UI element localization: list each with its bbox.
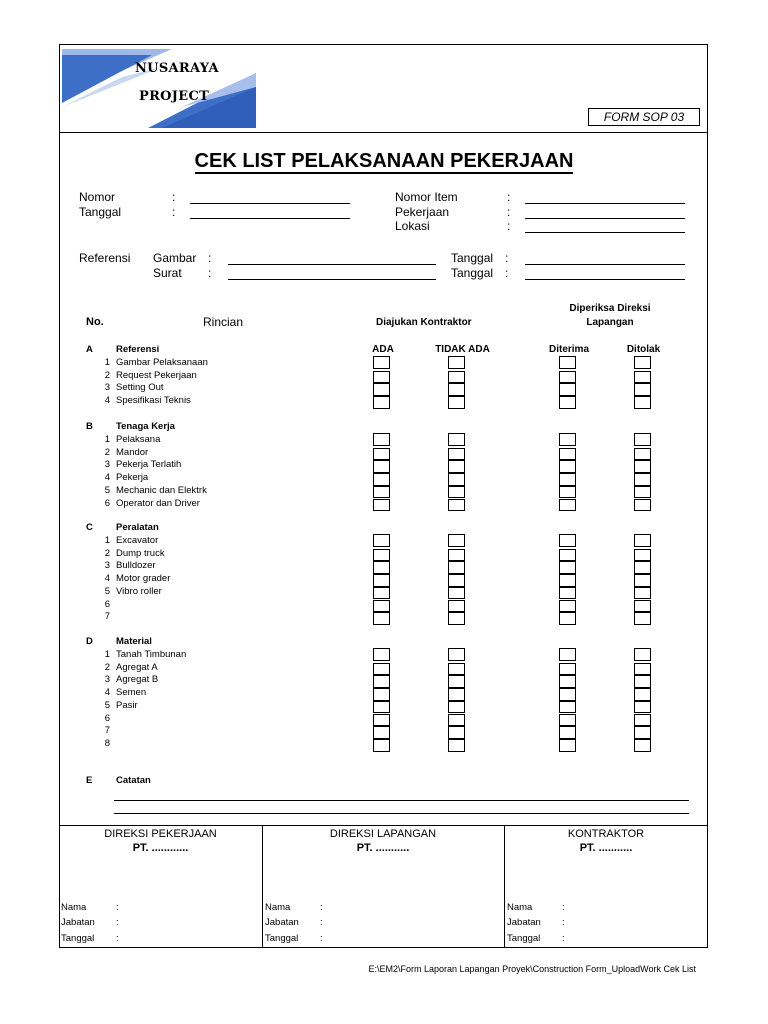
diterima-checkbox[interactable]	[559, 534, 576, 547]
diperiksa-header-line2: Lapangan	[586, 317, 634, 328]
item-number: 7	[104, 725, 110, 737]
sig-tanggal-label: Tanggal	[507, 933, 541, 944]
ditolak-checkbox[interactable]	[634, 460, 651, 473]
ada-checkbox[interactable]	[373, 383, 390, 396]
tidak-ada-checkbox[interactable]	[448, 448, 465, 461]
item-label: Spesifikasi Teknis	[116, 395, 191, 407]
item-number: 3	[104, 560, 110, 572]
ditolak-checkbox[interactable]	[634, 396, 651, 409]
gambar-label: Gambar	[153, 251, 197, 265]
ada-header: ADA	[372, 344, 394, 355]
diterima-checkbox[interactable]	[559, 549, 576, 562]
diterima-checkbox[interactable]	[559, 701, 576, 714]
ditolak-checkbox[interactable]	[634, 383, 651, 396]
diterima-checkbox[interactable]	[559, 396, 576, 409]
diterima-checkbox[interactable]	[559, 356, 576, 369]
diterima-checkbox[interactable]	[559, 486, 576, 499]
item-label: Motor grader	[116, 573, 171, 585]
ditolak-checkbox[interactable]	[634, 499, 651, 512]
sig-company-2: PT. ...........	[356, 842, 410, 854]
tidak-ada-checkbox[interactable]	[448, 561, 465, 574]
ditolak-checkbox[interactable]	[634, 688, 651, 701]
header-divider	[59, 132, 708, 133]
gambar-field[interactable]	[228, 264, 436, 265]
lokasi-field[interactable]	[525, 232, 685, 233]
tidak-ada-checkbox[interactable]	[448, 739, 465, 752]
item-number: 4	[104, 573, 110, 585]
item-number: 2	[104, 547, 110, 559]
item-number: 3	[104, 382, 110, 394]
form-code-badge: FORM SOP 03	[588, 108, 700, 126]
item-number: 7	[104, 611, 110, 623]
tidak-ada-checkbox[interactable]	[448, 534, 465, 547]
ada-checkbox[interactable]	[373, 460, 390, 473]
sig-jabatan-label: Jabatan	[265, 917, 299, 928]
colon: :	[507, 205, 511, 219]
item-number: 1	[104, 434, 110, 445]
tidak-ada-checkbox[interactable]	[448, 714, 465, 727]
catatan-letter: E	[86, 775, 93, 786]
item-label: Pelaksana	[116, 434, 161, 445]
ada-checkbox[interactable]	[373, 701, 390, 714]
sig-nama-field[interactable]: :	[116, 902, 119, 913]
tidak-ada-checkbox[interactable]	[448, 383, 465, 396]
item-number: 6	[104, 598, 110, 610]
nomor-item-label: Nomor Item	[395, 190, 458, 204]
diterima-checkbox[interactable]	[559, 663, 576, 676]
tidak-ada-checkbox[interactable]	[448, 688, 465, 701]
tidak-ada-checkbox[interactable]	[448, 600, 465, 613]
item-label: Mandor	[116, 446, 149, 458]
section-letter: A	[86, 344, 93, 355]
sig-nama-label: Nama	[265, 902, 291, 913]
tidak-ada-checkbox[interactable]	[448, 675, 465, 688]
tidak-ada-checkbox[interactable]	[448, 371, 465, 384]
diterima-checkbox[interactable]	[559, 433, 576, 446]
diajukan-header: Diajukan Kontraktor	[376, 317, 472, 328]
tidak-ada-checkbox[interactable]	[448, 726, 465, 739]
diterima-checkbox[interactable]	[559, 574, 576, 587]
item-number: 1	[104, 535, 110, 546]
tanggal-field[interactable]	[190, 218, 350, 219]
nomor-field[interactable]	[190, 203, 350, 204]
ada-checkbox[interactable]	[373, 688, 390, 701]
ada-checkbox[interactable]	[373, 612, 390, 625]
sig-nama-field[interactable]: :	[320, 902, 323, 913]
ditolak-checkbox[interactable]	[634, 574, 651, 587]
item-number: 1	[104, 357, 110, 368]
ditolak-checkbox[interactable]	[634, 448, 651, 461]
item-number: 8	[104, 737, 110, 749]
lokasi-label: Lokasi	[395, 219, 430, 233]
surat-tanggal-label: Tanggal	[451, 266, 494, 280]
sig-nama-label: Nama	[61, 902, 87, 913]
sig-tanggal-field[interactable]: :	[116, 933, 119, 944]
tidak-ada-checkbox[interactable]	[448, 499, 465, 512]
diterima-checkbox[interactable]	[559, 371, 576, 384]
tidak-ada-checkbox[interactable]	[448, 460, 465, 473]
ada-checkbox[interactable]	[373, 433, 390, 446]
ada-checkbox[interactable]	[373, 663, 390, 676]
section-letter: B	[86, 421, 93, 432]
ditolak-checkbox[interactable]	[634, 473, 651, 486]
tidak-ada-header: TIDAK ADA	[435, 344, 490, 355]
item-number: 2	[104, 661, 110, 673]
colon: :	[505, 251, 509, 265]
nomor-item-field[interactable]	[525, 203, 685, 204]
ada-checkbox[interactable]	[373, 714, 390, 727]
ditolak-header: Ditolak	[626, 344, 661, 355]
item-number: 4	[104, 687, 110, 699]
colon: :	[208, 266, 212, 280]
sig-tanggal-label: Tanggal	[265, 933, 299, 944]
ada-checkbox[interactable]	[373, 371, 390, 384]
item-number: 6	[104, 497, 110, 509]
signature-divider	[59, 825, 708, 826]
ada-checkbox[interactable]	[373, 396, 390, 409]
ditolak-checkbox[interactable]	[634, 726, 651, 739]
ref-tanggal-label: Tanggal	[451, 251, 494, 265]
item-label: Excavator	[116, 535, 159, 546]
section-letter: D	[86, 636, 93, 647]
sig-jabatan-label: Jabatan	[61, 917, 95, 928]
pekerjaan-field[interactable]	[525, 218, 685, 219]
item-label: Agregat B	[116, 674, 159, 686]
ditolak-checkbox[interactable]	[634, 549, 651, 562]
catatan-label: Catatan	[116, 775, 151, 786]
ditolak-checkbox[interactable]	[634, 600, 651, 613]
item-number: 1	[104, 649, 110, 660]
tidak-ada-checkbox[interactable]	[448, 663, 465, 676]
sig-jabatan-field[interactable]: :	[116, 917, 119, 928]
item-number: 4	[104, 472, 110, 484]
logo-line2: PROJECT	[139, 89, 210, 104]
ditolak-checkbox[interactable]	[634, 356, 651, 369]
ada-checkbox[interactable]	[373, 600, 390, 613]
ada-checkbox[interactable]	[373, 739, 390, 752]
surat-field[interactable]	[228, 279, 436, 280]
diterima-checkbox[interactable]	[559, 739, 576, 752]
item-label: Gambar Pelaksanaan	[116, 357, 208, 368]
sig-company-1: PT. ............	[132, 842, 189, 854]
catatan-line-1[interactable]	[114, 800, 689, 801]
item-label: Pekerja Terlatih	[116, 459, 182, 471]
ada-checkbox[interactable]	[373, 675, 390, 688]
item-label: Tanah Timbunan	[116, 649, 187, 660]
company-logo	[62, 47, 258, 130]
section-letter: C	[86, 522, 93, 533]
ditolak-checkbox[interactable]	[634, 675, 651, 688]
item-number: 2	[104, 446, 110, 458]
item-label: Semen	[116, 687, 147, 699]
tanggal-label: Tanggal	[79, 205, 122, 219]
item-label: Dump truck	[116, 547, 165, 559]
colon: :	[507, 190, 511, 204]
item-label: Vibro roller	[116, 585, 162, 597]
sig-company-3: PT. ...........	[579, 842, 633, 854]
ref-tanggal-field[interactable]	[525, 264, 685, 265]
pekerjaan-label: Pekerjaan	[395, 205, 450, 219]
diterima-checkbox[interactable]	[559, 675, 576, 688]
item-label: Operator dan Driver	[116, 497, 200, 509]
diterima-checkbox[interactable]	[559, 460, 576, 473]
tidak-ada-checkbox[interactable]	[448, 612, 465, 625]
surat-label: Surat	[153, 266, 182, 280]
item-number: 3	[104, 459, 110, 471]
ditolak-checkbox[interactable]	[634, 534, 651, 547]
colon: :	[208, 251, 212, 265]
tidak-ada-checkbox[interactable]	[448, 549, 465, 562]
tidak-ada-checkbox[interactable]	[448, 396, 465, 409]
rincian-header: Rincian	[203, 315, 244, 329]
diterima-checkbox[interactable]	[559, 561, 576, 574]
sig-tanggal-field[interactable]: :	[562, 933, 565, 944]
diterima-checkbox[interactable]	[559, 473, 576, 486]
colon: :	[172, 190, 176, 204]
footer-path: E:\EM2\Form Laporan Lapangan Proyek\Construction Form_UploadWork Cek List	[368, 964, 696, 974]
item-label: Agregat A	[116, 661, 158, 673]
ada-checkbox[interactable]	[373, 356, 390, 369]
ada-checkbox[interactable]	[373, 499, 390, 512]
diterima-checkbox[interactable]	[559, 600, 576, 613]
item-label: Mechanic dan Elektrk	[116, 484, 207, 496]
diterima-checkbox[interactable]	[559, 383, 576, 396]
ditolak-checkbox[interactable]	[634, 714, 651, 727]
ada-checkbox[interactable]	[373, 534, 390, 547]
ditolak-checkbox[interactable]	[634, 612, 651, 625]
item-number: 2	[104, 369, 110, 381]
item-number: 5	[104, 484, 110, 496]
sig-jabatan-label: Jabatan	[507, 917, 541, 928]
diterima-checkbox[interactable]	[559, 714, 576, 727]
ada-checkbox[interactable]	[373, 726, 390, 739]
tidak-ada-checkbox[interactable]	[448, 473, 465, 486]
catatan-line-2[interactable]	[114, 813, 689, 814]
ada-checkbox[interactable]	[373, 587, 390, 600]
item-label: Pekerja	[116, 472, 149, 484]
ada-checkbox[interactable]	[373, 486, 390, 499]
colon: :	[505, 266, 509, 280]
item-number: 5	[104, 585, 110, 597]
item-number: 4	[104, 395, 110, 407]
ditolak-checkbox[interactable]	[634, 701, 651, 714]
ditolak-checkbox[interactable]	[634, 739, 651, 752]
diterima-checkbox[interactable]	[559, 499, 576, 512]
sig-role-3: KONTRAKTOR	[567, 828, 645, 840]
colon: :	[507, 219, 511, 233]
ada-checkbox[interactable]	[373, 473, 390, 486]
diterima-checkbox[interactable]	[559, 726, 576, 739]
item-label: Setting Out	[116, 382, 164, 394]
referensi-label: Referensi	[79, 251, 131, 265]
sig-tanggal-field[interactable]: :	[320, 933, 323, 944]
tidak-ada-checkbox[interactable]	[448, 486, 465, 499]
ditolak-checkbox[interactable]	[634, 561, 651, 574]
tidak-ada-checkbox[interactable]	[448, 574, 465, 587]
section-title: Referensi	[116, 344, 160, 355]
tidak-ada-checkbox[interactable]	[448, 433, 465, 446]
item-number: 6	[104, 712, 110, 724]
sig-nama-label: Nama	[507, 902, 533, 913]
nomor-label: Nomor	[79, 190, 116, 204]
diterima-header: Diterima	[548, 344, 589, 355]
tidak-ada-checkbox[interactable]	[448, 648, 465, 661]
ada-checkbox[interactable]	[373, 448, 390, 461]
item-label: Pasir	[116, 699, 138, 711]
section-title: Peralatan	[116, 522, 159, 533]
sig-tanggal-label: Tanggal	[61, 933, 95, 944]
sig-role-1: DIREKSI PEKERJAAN	[104, 828, 217, 840]
sig-role-2: DIREKSI LAPANGAN	[329, 828, 437, 840]
ada-checkbox[interactable]	[373, 561, 390, 574]
logo-line1: NUSARAYA	[135, 61, 219, 76]
ditolak-checkbox[interactable]	[634, 486, 651, 499]
colon: :	[172, 205, 176, 219]
sig-jabatan-field[interactable]: :	[320, 917, 323, 928]
item-label: Bulldozer	[116, 560, 156, 572]
tidak-ada-checkbox[interactable]	[448, 587, 465, 600]
item-label: Request Pekerjaan	[116, 369, 197, 381]
sig-jabatan-field[interactable]: :	[562, 917, 565, 928]
ada-checkbox[interactable]	[373, 648, 390, 661]
ada-checkbox[interactable]	[373, 549, 390, 562]
ditolak-checkbox[interactable]	[634, 433, 651, 446]
diterima-checkbox[interactable]	[559, 612, 576, 625]
sig-nama-field[interactable]: :	[562, 902, 565, 913]
tidak-ada-checkbox[interactable]	[448, 701, 465, 714]
section-title: Material	[116, 636, 152, 647]
ditolak-checkbox[interactable]	[634, 663, 651, 676]
item-number: 5	[104, 699, 110, 711]
diterima-checkbox[interactable]	[559, 587, 576, 600]
no-header: No.	[86, 316, 104, 328]
diterima-checkbox[interactable]	[559, 648, 576, 661]
ada-checkbox[interactable]	[373, 574, 390, 587]
ditolak-checkbox[interactable]	[634, 371, 651, 384]
ditolak-checkbox[interactable]	[634, 587, 651, 600]
page-title: CEK LIST PELAKSANAAN PEKERJAAN	[194, 150, 574, 172]
item-number: 3	[104, 674, 110, 686]
diterima-checkbox[interactable]	[559, 448, 576, 461]
tidak-ada-checkbox[interactable]	[448, 356, 465, 369]
section-title: Tenaga Kerja	[116, 421, 175, 432]
ditolak-checkbox[interactable]	[634, 648, 651, 661]
diperiksa-header-line1: Diperiksa Direksi	[569, 303, 651, 314]
diterima-checkbox[interactable]	[559, 688, 576, 701]
surat-tanggal-field[interactable]	[525, 279, 685, 280]
